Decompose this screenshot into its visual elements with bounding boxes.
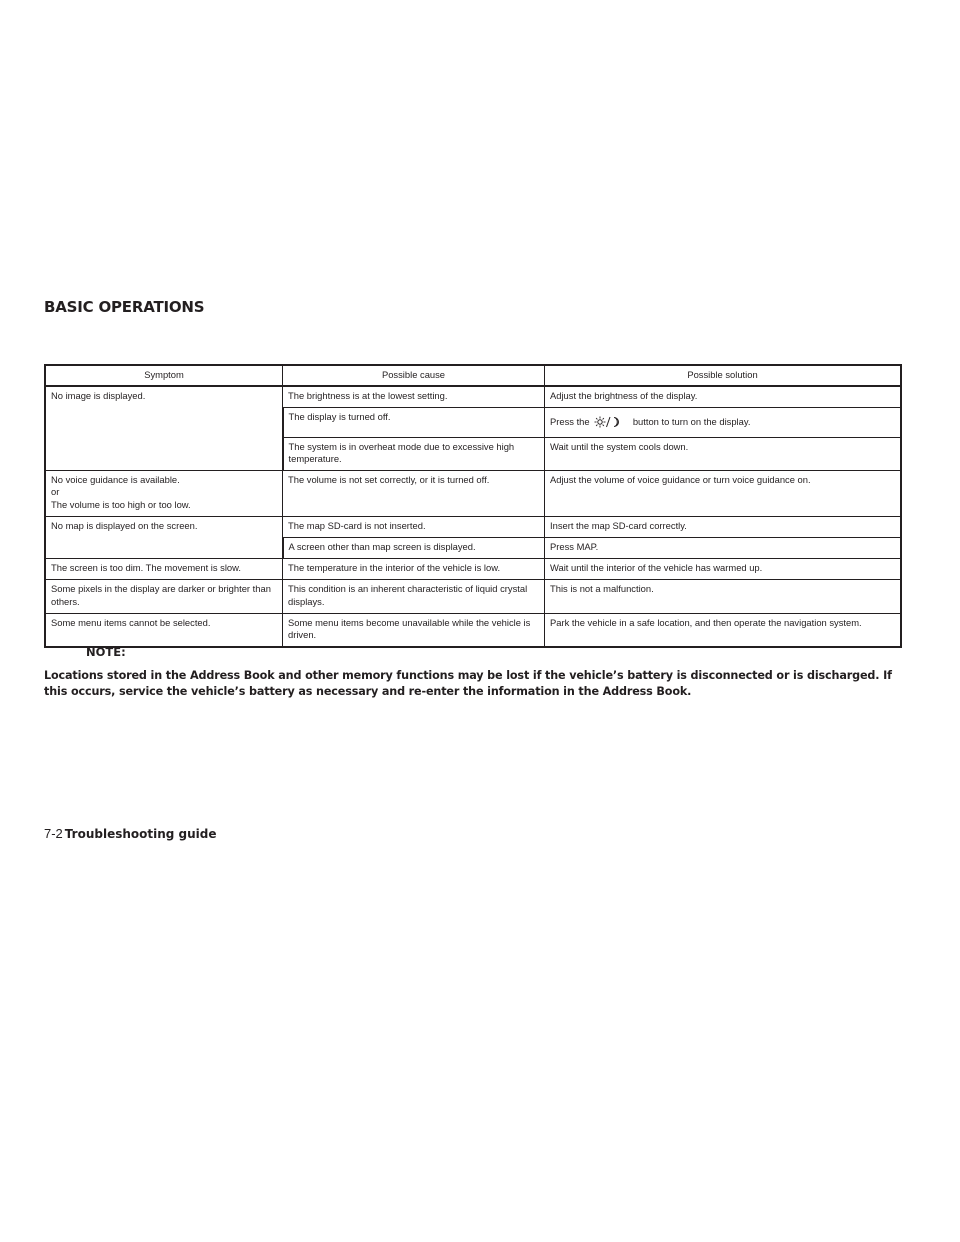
solution-cell: Wait until the system cools down.: [545, 437, 902, 470]
solution-cell: This is not a malfunction.: [545, 580, 902, 613]
solution-cell: Adjust the volume of voice guidance or turn voice guidance on.: [545, 471, 902, 517]
symptom-text: Some pixels in the display are darker or brighter than others.: [51, 583, 271, 607]
page-number: 7-2: [44, 826, 63, 841]
column-header-possible-cause: Possible cause: [283, 365, 545, 386]
cause-cell: A screen other than map screen is displayed.: [283, 537, 545, 558]
symptom-cell: [45, 386, 283, 470]
cause-cell: This condition is an inherent characteristic of liquid crystal displays.: [283, 580, 545, 613]
table-row: [45, 580, 901, 613]
solution-cell: Wait until the interior of the vehicle has warmed up.: [545, 559, 902, 580]
symptom-cell: [45, 580, 283, 613]
note-heading: NOTE:: [86, 645, 126, 659]
note-body: Locations stored in the Address Book and other memory functions may be lost if the vehicle’s battery is disconnected or is discharged. If this occurs, service the vehicle’s battery as necessary and re-enter the information in the Address Book.: [44, 669, 892, 698]
table-header-row: [45, 365, 901, 386]
column-header-symptom: Symptom: [45, 365, 283, 386]
table-row: [45, 516, 901, 537]
cause-cell: The brightness is at the lowest setting.: [283, 386, 545, 408]
section-title: BASIC OPERATIONS: [44, 298, 205, 316]
symptom-text: The screen is too dim. The movement is slow.: [51, 562, 242, 574]
cause-cell: The temperature in the interior of the vehicle is low.: [283, 559, 545, 580]
symptom-or: or: [51, 486, 60, 498]
symptom-text: The volume is too high or too low.: [51, 498, 191, 510]
symptom-cell: [45, 559, 283, 580]
solution-cell: [545, 408, 902, 437]
cause-cell: The volume is not set correctly, or it is turned off.: [283, 471, 545, 517]
symptom-text: No voice guidance is available.: [51, 474, 180, 486]
solution-cell: Adjust the brightness of the display.: [545, 386, 902, 408]
symptom-text: No map is displayed on the screen.: [51, 519, 198, 531]
cause-cell: The system is in overheat mode due to excessive high temperature.: [283, 437, 545, 470]
symptom-cell: [45, 613, 283, 647]
brightness-day-night-icon: [594, 416, 622, 431]
table-row: [45, 386, 901, 408]
troubleshooting-table: [44, 364, 902, 648]
table-row: [45, 559, 901, 580]
solution-with-icon: [550, 416, 750, 431]
solution-suffix: button to turn on the display.: [632, 416, 751, 428]
symptom-cell: [45, 471, 283, 517]
cause-cell: The map SD-card is not inserted.: [283, 516, 545, 537]
cause-cell: The display is turned off.: [283, 408, 545, 437]
page-footer: [44, 826, 217, 841]
table-row: [45, 471, 901, 517]
solution-cell: Park the vehicle in a safe location, and then operate the navigation system.: [545, 613, 902, 647]
column-header-possible-solution: Possible solution: [545, 365, 902, 386]
solution-prefix: Press the: [550, 416, 590, 428]
table-row: [45, 613, 901, 647]
chapter-title: Troubleshooting guide: [64, 827, 217, 841]
cause-cell: Some menu items become unavailable while the vehicle is driven.: [283, 613, 545, 647]
solution-cell: Insert the map SD-card correctly.: [545, 516, 902, 537]
symptom-text: Some menu items cannot be selected.: [51, 616, 211, 628]
solution-cell: Press MAP.: [545, 537, 902, 558]
symptom-cell: [45, 516, 283, 558]
symptom-text: No image is displayed.: [51, 390, 146, 402]
